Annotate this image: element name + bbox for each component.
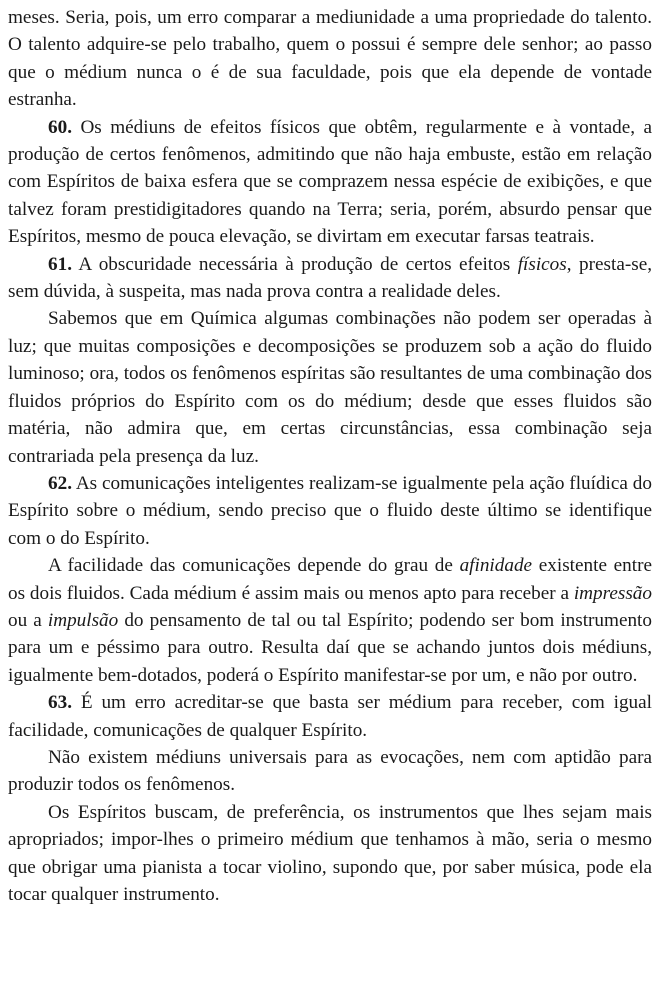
paragraph-text: meses. Seria, pois, um erro comparar a mediunidade a uma propriedade do talento. O talento adquire-se pelo trabalho, quem o possui é sempre dele senhor; ao passo que o médium nunca o é de sua faculdade, pois que ela depende de vontade estranha. bbox=[8, 7, 652, 111]
paragraph bbox=[8, 799, 652, 909]
paragraph-text: Os Espíritos buscam, de preferência, os instrumentos que lhes sejam mais apropriados; impor-lhes o primeiro médium que tenhamos à mão, seria o mesmo que obrigar uma pianista a tocar violino, supondo que, por saber música, pode ela tocar qualquer instrumento. bbox=[8, 801, 652, 905]
paragraph-text: As comunicações inteligentes realizam-se igualmente pela ação fluídica do Espírito sobre o médium, sendo preciso que o fluido deste último se identifique com o do Espírito. bbox=[8, 472, 652, 549]
paragraph bbox=[8, 744, 652, 799]
paragraph-text: A obscuridade necessária à produção de certos efeitos bbox=[71, 253, 518, 275]
paragraph bbox=[8, 305, 652, 469]
paragraph bbox=[8, 470, 652, 552]
paragraph-text: Não existem médiuns universais para as evocações, nem com aptidão para produzir todos os fenômenos. bbox=[8, 746, 652, 796]
paragraph-number: 61. bbox=[48, 253, 72, 275]
paragraph bbox=[8, 251, 652, 306]
paragraph-text: , presta-se, sem dúvida, à suspeita, mas nada prova contra a realidade deles. bbox=[8, 253, 653, 303]
paragraph bbox=[8, 689, 652, 744]
paragraph bbox=[8, 114, 652, 251]
italic-term: físicos bbox=[517, 253, 567, 275]
paragraph bbox=[8, 552, 652, 689]
italic-term: afinidade bbox=[459, 555, 533, 577]
paragraph-text: do pensamento de tal ou tal Espírito; podendo ser bom instrumento para um e péssimo para outro. Resulta daí que se achando juntos dois médiuns, igualmente bem-dotados, poderá o Espírito manifestar-se por um, e não por outro. bbox=[8, 609, 652, 686]
italic-term: impressão bbox=[573, 582, 652, 604]
paragraph-text: A facilidade das comunicações depende do grau de bbox=[48, 555, 460, 577]
paragraph-text: Os médiuns de efeitos físicos que obtêm, regularmente e à vontade, a produção de certos fenômenos, admitindo que não haja embuste, estão em relação com Espíritos de baixa esfera que se comprazem nessa espécie de exibições, e que talvez foram prestidigitadores quando na Terra; seria, porém, absurdo pensar que Espíritos, mesmo de pouca elevação, se divirtam em executar farsas teatrais. bbox=[8, 116, 652, 248]
paragraph-text: Sabemos que em Química algumas combinações não podem ser operadas à luz; que muitas composições e decomposições se produzem sob a ação do fluido luminoso; ora, todos os fenômenos espíritas são resultantes de uma combinação dos fluidos próprios do Espírito com os do médium; desde que esses fluidos são matéria, não admira que, em certas circunstâncias, essa combinação seja contrariada pela presença da luz. bbox=[8, 308, 652, 467]
paragraph-text: É um erro acreditar-se que basta ser médium para receber, com igual facilidade, comunicações de qualquer Espírito. bbox=[8, 692, 652, 741]
paragraph bbox=[8, 4, 652, 114]
paragraph-text: ou a bbox=[8, 609, 48, 631]
paragraph-number: 60. bbox=[48, 116, 72, 138]
paragraph-number: 63. bbox=[48, 692, 72, 714]
paragraph-number: 62. bbox=[48, 472, 72, 494]
italic-term: impulsão bbox=[47, 609, 119, 631]
paragraph-text: existente entre os dois fluidos. Cada médium é assim mais ou menos apto para receber a bbox=[8, 555, 652, 604]
